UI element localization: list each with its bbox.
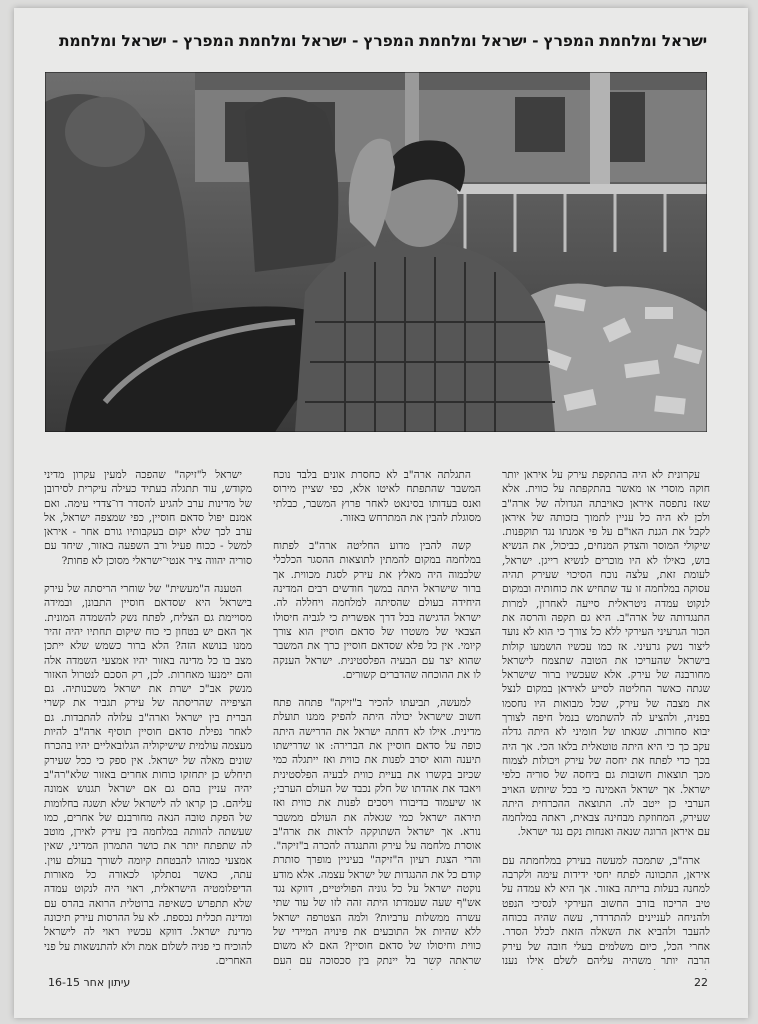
magazine-page bbox=[14, 8, 748, 1018]
column-2-paragraph-2: קשה להבין מדוע החליטה ארה"ב לפתוח במלחמה במקום להמתין לתוצאות ההסגר הכלכלי שלכמוה היה מאלץ את עירק לסגת מכווית. אך ברור שישראל היתה במשך חודשים רבים המדינה היחידה בעולם שהסיתה למלחמה ויחללה לה. ישראל הדגישה בכל דרך אפשרית כי לגביה חיסולו הצבאי של משטרו של סדאם חוסיין הוא צורך קיומי. אין כל פלא שסדאם חוסיין כרך את המשבר שהוא יצר עם הבעיה הפלסטינית. ישראל הענקה לו את ההוכחה שהדברים קשורים. bbox=[273, 540, 481, 681]
column-3-paragraph-1: ישראל ל"זיקה" שהפכה למעין עקרון מדיני מקודש, עוד תתגלה בעתיד כעילה עיקרית לסירובן של מדינות ערב להגיע להסדר דו־צדדי עימה. ואם אמנם יפול סדאם חוסיין, כפי שמצפה ישראל, אל ערב לכך שלא יקום בעקבותיו גורם אחר - איראן למשל - ככוח פעיל ורב השפעה באזור, שיחד עם סוריה יהווה ציר אנטי־ישראלי מסוכן לא פחות? bbox=[44, 469, 252, 567]
column-3-paragraph-2: הטענה ה"מעשית" של שוחרי הריסתה של עירק בישראל היא שסדאם חוסיין התבונן, ובמידה מסויימת גם הצליח, לפתח נשק להשמדה המונית. אך האם יש בטחון כי כוח שיקום תחתיו יהיה זהיר ממנו בנושא הזה? הלא ברור כשמש שלא ייתכן מצב בו כל מדינה באזור יהיו אמצעי השמדה אלה והם יימנעו מאחרות. לכן, רק הסכם לנטרול האזור מנשק אב"כ ישרת את ישראל משכנותיה. גם הציפייה שהריסתה של עירק תגביר את קשרי הברית בין ישראל וארה"ב עלולה להתבדות. גם לאחר נפילת סדאם חוסיין תוסיף ארה"ב להיות מעצמה עולמית שישיקוליה הגלובאליים יהיו בהכרח שונים מאלה של ישראל. אין ספק כי ככל שעירק תיחלש כן יתחזקו כוחות אחרים באזור שלא"רה"ב יהיה עניין בהם גם אם ישראל תגנוש אמונה עליהם. כן קראו לה לישראל שלא תשגה בחלומות של הפקת טובה הנאה מחורבנם של אחרים, כמו שעשתה להוותה במלחמה בין עירק לאירן, מוטב לה שתפתח יותר את כושר התמרון המדיני, שאין אמצעי כמוהו להבטחת קיומה לשורך בעולם עוין. עתה, כאשר נסתלקו לכאורה כל מאורות הדיפלומטיה הישראלית, ראוי היה לנקוט עמדה שלא תתפרש כשאיפה ברוטלית הרואה בהרס עם ומדינה תכלית נכספת. לא על ההרסות עירק תיכונה מדינת ישראל. דווקא עכשיו ראוי לה לישראל להוכיח כי פניה לשלום אמת ולא להתנשאות על פני האחרים. bbox=[44, 583, 252, 967]
issue-label: עיתון אחר 16-15 bbox=[48, 976, 131, 989]
photo-icon bbox=[45, 72, 707, 432]
column-1-paragraph-2: ארה"ב, שתמכה למעשה בעירק במלחמתה עם איראן, התכוונה לפתח יחסי ידידות עימה ולקרבה למחנה בעלות בריתה באזור. אך היא לא עמדה על טיב הריכוז בזרב החשוב העירקי לנסיכי הנפט ולהניחה לעניינים להתדרדר, עשה שהיה בכוחה להעבר ולהביא את השאלה הזאת לכלל הסדר. אחרי הכל, כיום משלמים בעלי חובה של עירק הרבה יותר משהיה עליהם לשלם אילו נענו bbox=[502, 854, 710, 967]
article-column-left bbox=[44, 468, 252, 970]
page-number: 22 bbox=[694, 976, 708, 989]
column-1-paragraph-1: עקרונית לא היה בהתקפת עירק על איראן יותר חוקה מוסרי או מאשר בהתקפתה על כווית. אלא שאז נתפסה איראן כאויבתה הגדולה של ארה"ב ולכן לא היה כל עניין לתמוך בזכותה של איראן לקבל את הגנת האו"ם על פי אמנתו נגד תוקפנות. שיקולי המוסר והצדק המנחים, כביכול, את הנשיא בוש, כאילו לא היו מוכרים לנשיא רייגן. ישראל, לעומת זאת, עלצה נוכח הסיכוי שעירק תהיה עסוקה במלחמה זו עד שתחיש את כוחותיה ובמקום לנקוט עמדה ניטראלית סייעה לאחרון, למרות התנגדותה של ארה"ב. היא גם תקפה והרסה את הכור הגרעיני העירקי ללא כל צורך כי הוא לא נועד ליצור נשק גרעיני. אז כמו עכשיו הושמעו קולות בישראל שהעריכו את הטובה שתצמח לישראל מחורבנה של עירק. אלא שעכשיו ברור שישראל שגתה כאשר החליטה לסייע לאיראן במקום לנצל את מצבה של עירק, שכל מבואות היו נחסמו בפניה, ולהציע לה להשתמש בנמל חיפה לצורך יבוא סחורות. שגאתו של חומיני לא היתה גדלה עקב כך כי היא היתה טוטאלית בלאו הכי. אך היה בכך כדי לפתח את יחסה של עירק ויכולות לצמוח מכך תוצאות חשובות גם ביחסה של סוריה כלפי ישראל. אך ישראל האמינה כי בכל שיותש האויב הערבי כן ייטב לה. התוצאה ההכרחית היתה שעירק, המחוזקת מבחינה צבאית, ראתה במלחמה עם איראן הרוגה שנאה ואנחות נקם נגד ישראל. bbox=[502, 469, 710, 839]
column-2-paragraph-1: התגלתה ארה"ב לא כחסרת אונים בלבד נוכח המשבר שהתפתח לאיטו אלא, כפי שציין מירוס ואנס בעדותו בסינאט לאחר פרוץ המשבר, כבלתי מסוגלת להבין את המתרחש באזור. bbox=[273, 469, 481, 524]
column-2-paragraph-3: למעשה, תביעתו להכיר ב"זיקה" פתחה פתח חשוב שישראל יכולה היתה להפיק ממנו תועלת מדינית. אילו לא דחתה ישראל את הדרישה היתה כופה על סדאם חוסיין את הברירה: או שדרישתו תיענה והוא יסרב לפנות את כווית ואז ייתגלה כמי שכיזב בקשרו את בעיית כווית לבעיה הפלסטינית ויאבד את אהדתו של חלק נכבד של העולם הערבי; או שיעמוד בדיבורו ויסכים לפנות את כווית ואז תיראה ישראל כמי שגאלה את העולם ממשבר נורא. אך ישראל השתוקקה לראות את ארה"ב אוסרת מלחמה על עירק והתנגדה להכרה ב"זיקה". והרי הצגת רעיון ה"זיקה" בעיניין מופרך סותרת קודם כל את ההנגדות של ישראל עצמה. אלא מודע נוקטה ישראל על כל גוניה הפוליטיים, דווקא נגד אש"ף שעה שעמדתו היתה זהה לזו של עוד שתי עשרה ממשלות ערביות? ולמה הצטרפה ישראל ללא שהיות אל התובעים את פינויה המיידי של כווית וחיסולו של סדאם חוסיין? האם לא משום שראתה קשר בל יינתק בין סכסוכה עם העם bbox=[273, 697, 481, 967]
article-column-right bbox=[502, 468, 710, 970]
article-photo bbox=[45, 72, 707, 432]
running-header: ישראל ומלחמת המפרץ - ישראל ומלחמת המפרץ - ישראל ומלחמת המפרץ - ישראל ומלחמת bbox=[58, 32, 708, 50]
article-columns bbox=[44, 468, 710, 970]
article-column-middle bbox=[273, 468, 481, 970]
